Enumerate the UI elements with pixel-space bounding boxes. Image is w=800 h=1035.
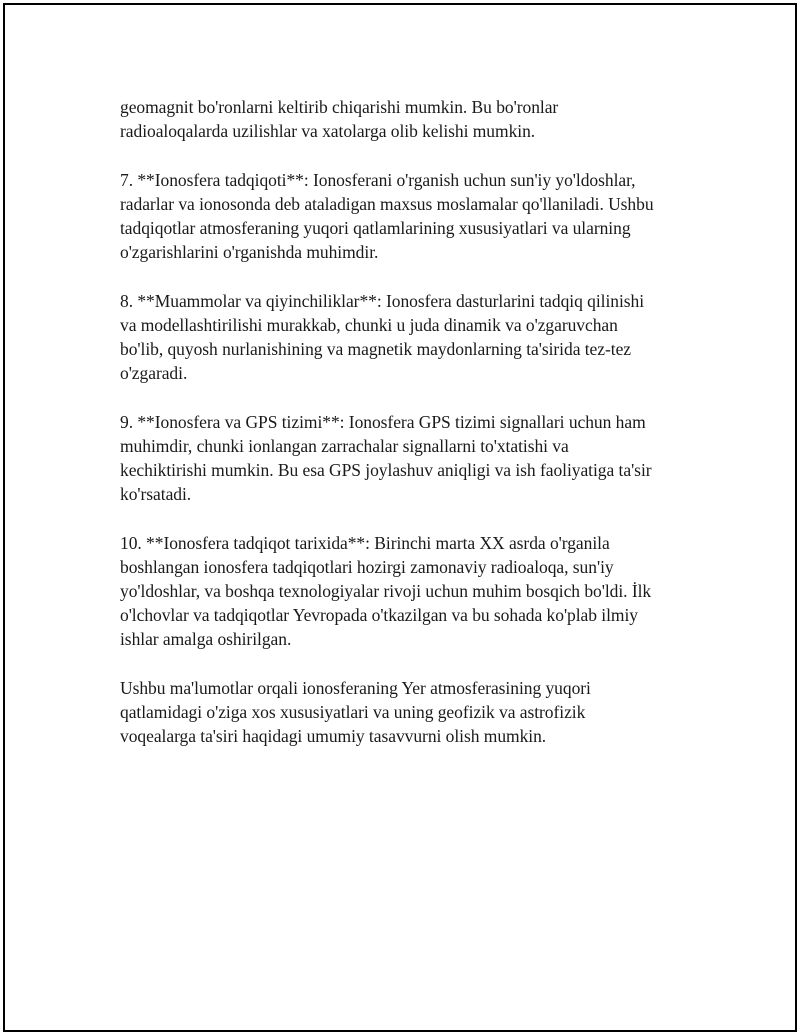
paragraph-continuation: geomagnit bo'ronlarni keltirib chiqarishi mumkin. Bu bo'ronlar radioaloqalarda uzilishlar va xatolarga olib kelishi mumkin. [120, 97, 559, 142]
document-body [120, 95, 705, 773]
paragraph-item-7: 7. **Ionosfera tadqiqoti**: Ionosferani o'rganish uchun sun'iy yo'ldoshlar, radarlar va ionosonda deb ataladigan maxsus moslamalar qo'llaniladi. Ushbu tadqiqotlar atmosferaning yuqori qatlamlarining xususiyatlari va ularning o'zgarishlarini o'rganishda muhimdir. [120, 169, 654, 263]
document-page [3, 3, 797, 1032]
paragraph-item-10: 10. **Ionosfera tadqiqot tarixida**: Birinchi marta XX asrda o'rganila boshlangan ionosfera tadqiqotlari hozirgi zamonaviy radioaloqa, sun'iy yo'ldoshlar, va boshqa texnologiyalar rivoji uchun muhim bosqich bo'ldi. İlk o'lchovlar va tadqiqotlar Yevropada o'tkazilgan va bu sohada ko'plab ilmiy ishlar amalga oshirilgan. [120, 532, 652, 650]
paragraph-item-8: 8. **Muammolar va qiyinchiliklar**: Ionosfera dasturlarini tadqiq qilinishi va modellashtirilishi murakkab, chunki u juda dinamik va o'zgaruvchan bo'lib, quyosh nurlanishining va magnetik maydonlarning ta'sirida tez-tez o'zgaradi. [120, 290, 645, 384]
paragraph-item-9: 9. **Ionosfera va GPS tizimi**: Ionosfera GPS tizimi signallari uchun ham muhimdir, chunki ionlangan zarrachalar signallarni to'xtatishi va kechiktirishi mumkin. Bu esa GPS joylashuv aniqligi va ish faoliyatiga ta'sir ko'rsatadi. [120, 411, 652, 505]
paragraph-conclusion: Ushbu ma'lumotlar orqali ionosferaning Yer atmosferasining yuqori qatlamidagi o'ziga xos xususiyatlari va uning geofizik va astrofizik voqealarga ta'siri haqidagi umumiy tasavvurni olish mumkin. [120, 677, 591, 747]
